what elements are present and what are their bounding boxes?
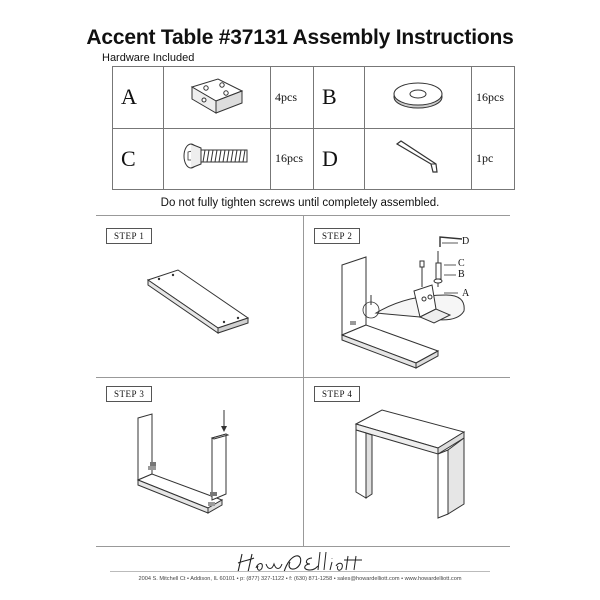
hardware-label: Hardware Included xyxy=(102,52,195,64)
grid-divider-vertical xyxy=(303,215,304,546)
hardware-letter-c: C xyxy=(113,128,164,190)
howard-elliott-signature-logo xyxy=(220,548,380,578)
step-2-label: STEP 2 xyxy=(314,228,360,244)
page-title: Accent Table #37131 Assembly Instructions xyxy=(86,26,514,49)
step-2-bracket-illustration xyxy=(336,225,506,370)
step-3-label: STEP 3 xyxy=(106,386,152,402)
hardware-qty-a: 4pcs xyxy=(271,67,314,129)
step-4-finished-table-illustration xyxy=(352,404,472,524)
hardware-qty-d: 1pc xyxy=(472,128,515,190)
screw-icon xyxy=(164,128,271,190)
hardware-qty-c: 16pcs xyxy=(271,128,314,190)
hardware-letter-b: B xyxy=(314,67,365,129)
footer-contact: 2004 S. Mitchell Ct • Addison, IL 60101 • p: (877) 327-1122 • f: (630) 871-1258 • sales@howardelliott.com • www.howardelliott.com xyxy=(138,576,462,582)
assembly-note: Do not fully tighten screws until completely assembled. xyxy=(160,197,440,209)
step-1-label: STEP 1 xyxy=(106,228,152,244)
step-4-label: STEP 4 xyxy=(314,386,360,402)
l-bracket-icon xyxy=(164,67,271,129)
hardware-letter-a: A xyxy=(113,67,164,129)
footer-divider xyxy=(110,571,490,572)
hardware-letter-d: D xyxy=(314,128,365,190)
callout-c: C xyxy=(458,258,465,269)
hardware-qty-b: 16pcs xyxy=(472,67,515,129)
step-3-assembly-illustration xyxy=(128,408,248,528)
hex-key-icon xyxy=(365,128,472,190)
callout-b: B xyxy=(458,269,465,280)
callout-a: A xyxy=(462,288,470,299)
hardware-table xyxy=(112,66,515,190)
step-1-panel-illustration xyxy=(140,262,260,337)
grid-divider-bottom xyxy=(96,546,510,547)
washer-icon xyxy=(365,67,472,129)
callout-d: D xyxy=(462,236,470,247)
